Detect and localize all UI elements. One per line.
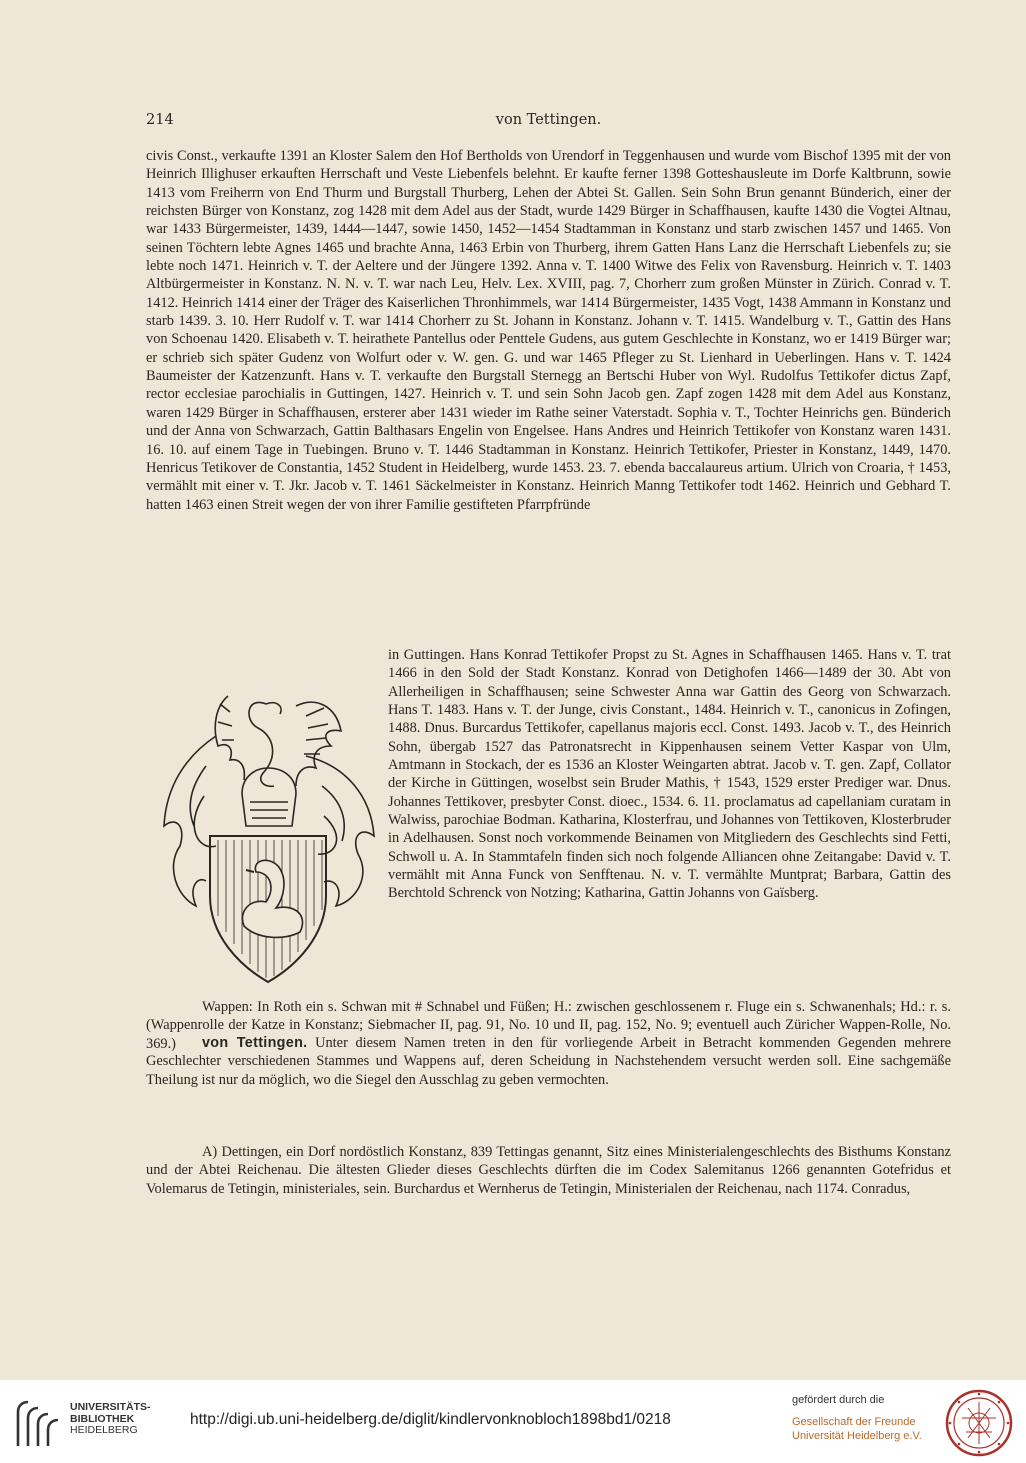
university-library-logo-icon: [12, 1398, 64, 1450]
paragraph-1: civis Const., verkaufte 1391 an Kloster Salem den Hof Bertholds von Urendorf in Teggenhausen und wurde vom Bischof 1395 mit der von Heinrich Illighuser erkauften Herrschaft und Veste Liebenfels belehnt. Er kaufte ferner 1398 Gotteshausleute im Dorfe Kaltbrunn, sowie 1413 vom Freiherrn von End Thurm und Burgstall Thurberg, Lehen der Abtei St. Gallen. Sein Sohn Brun genannt Bünderich, einer der reichsten Bürger von Konstanz, zog 1428 mit dem Adel aus der Stadt, wurde 1429 Bürger in Schaffhausen, kaufte 1430 die Vogtei Altnau, war 1433 Bürgermeister, 1439, 1444—1447, sowie 1450, 1452—1454 Stadtamman in Konstanz und starb zwischen 1457 und 1465. Von seinen Töchtern lebte Agnes 1465 und brachte Anna, 1463 Erbin von Thurberg, ihrem Gatten Hans Lanz die Herrschaft Liebenfels zu; sie lebte noch 1471. Heinrich v. T. der Aeltere und der Jüngere 1392. Anna v. T. 1400 Witwe des Felix von Ravensburg. Heinrich v. T. 1403 Altbürgermeister in Konstanz. N. N. v. T. war nach Leu, Helv. Lex. XVIII, pag. 7, Chorherr zum großen Münster in Zürich. Conrad v. T. 1412. Heinrich 1414 einer der Träger des Kaiserlichen Thronhimmels, war 1414 Bürgermeister, 1435 Vogt, 1438 Ammann in Konstanz und starb 1439. 3. 10. Herr Rudolf v. T. war 1414 Chorherr zu St. Johann in Konstanz. Johann v. T. 1415. Wandelburg v. T., Gattin des Hans von Schoenau 1420. Elisabeth v. T. heirathete Pantellus oder Penttele Gudens, aus gutem Geschlechte in Konstanz, wo er 1419 Bürger war; er schrieb sich später Gudenz von Wolfurt oder v. W. gen. G. und war 1465 Pfleger zu St. Lienhard in Ueberlingen. Hans v. T. 1424 Baumeister der Katzenzunft. Hans v. T. verkaufte den Burgstall Sternegg an Bertschi Huber von Wyl. Rudolfus Tettikofer dictus Zapf, rector ecclesiae parochialis in Guttingen, 1427. Heinrich v. T. und sein Sohn Jacob gen. Zapf zogen 1428 mit dem Adel aus Konstanz, waren 1429 Bürger in Schaffhausen, ersterer aber 1431 wieder im Rathe seiner Vaterstadt. Sophia v. T., Tochter Heinrichs gen. Bünderich und der Anna von Schwarzach, Gattin Balthasars Engelin von Engelsee. Hans Andres und Heinrich Tettikofer von Konstanz waren 1431. 16. 10. auf einem Tage in Tuebingen. Bruno v. T. 1446 Stadtamman in Konstanz. Heinrich Tettikofer, Priester in Konstanz, 1449, 1470. Henricus Tetikover de Constantia, 1452 Student in Heidelberg, wurde 1453. 23. 7. ebenda baccalaureus artium. Ulrich von Croaria, † 1453, vermählt mit einer v. T. Jkr. Jacob v. T. 1461 Säckelmeister in Konstanz. Heinrich Manng Tettikofer todt 1462. Heinrich und Gebhard T. hatten 1463 einen Streit wegen der von ihrer Familie gestifteten Pfarrpfründe: [146, 148, 951, 513]
permalink-url[interactable]: http://digi.ub.uni-heidelberg.de/diglit/kindlervonknobloch1898bd1/0218: [190, 1411, 671, 1428]
coat-of-arms-section: [146, 646, 951, 999]
body-text-section-a: [146, 1143, 951, 1198]
page-number: 214: [146, 112, 174, 128]
library-line-3: HEIDELBERG: [70, 1424, 138, 1436]
society-line-1: Gesellschaft der Freunde: [792, 1416, 916, 1428]
paragraph-lemma: [146, 1034, 951, 1089]
paragraph-a: A) Dettingen, ein Dorf nordöstlich Konstanz, 839 Tettingas genannt, Sitz eines Ministerialengeschlechts des Bisthums Konstanz und der Abtei Reichenau. Die ältesten Glieder dieses Geschlechts dürften die im Codex Salemitanus 1266 genannten Gotefridus et Volemarus de Tetingin, ministeriales, sein. Burchardus et Wernherus de Tetingin, Ministerialen der Reichenau, nach 1174. Conradus,: [146, 1144, 951, 1197]
paragraph-wappen: Wappen: In Roth ein s. Schwan mit # Schnabel und Füßen; H.: zwischen geschlossenem r. Fluge ein s. Schwanenhals; Hd.: r. s. (Wappenrolle der Katze in Konstanz; Siebmacher II, pag. 91, No. 10 und II, pag. 152, No. 9; eventuell auch Züricher Wappen-Rolle, No. 369.): [146, 999, 951, 1052]
viewer-footer: [0, 1380, 1026, 1463]
library-line-2: BIBLIOTHEK: [70, 1412, 135, 1425]
society-seal-icon: [944, 1388, 1014, 1458]
body-text-top: [146, 147, 951, 514]
society-name: [792, 1415, 922, 1443]
lemma-text: Unter diesem Namen treten in den für vorliegende Arbeit in Betracht kommenden Gegenden mehrere Geschlechter verschiedenen Stammes und Wappens auf, deren Scheidung in Nachstehendem versucht werden soll. Eine sachgemäße Theilung ist nur da möglich, wo die Siegel den Ausschlag zu geben vermochten.: [146, 1035, 951, 1088]
library-line-1: UNIVERSITÄTS-: [70, 1401, 151, 1413]
university-library-name: [70, 1402, 151, 1437]
page-header: [146, 112, 951, 134]
running-title: von Tettingen.: [495, 112, 602, 128]
society-line-2: Universität Heidelberg e.V.: [792, 1430, 922, 1442]
funded-by-label: gefördert durch die: [792, 1394, 885, 1406]
lemma-heading: von Tettingen.: [202, 1035, 308, 1051]
paragraph-2-beside-arms: in Guttingen. Hans Konrad Tettikofer Propst zu St. Agnes in Schaffhausen 1465. Hans v. T. trat 1466 in den Sold der Stadt Konstanz. Konrad von Detighofen 1466—1489 der 30. Abt von Allerheiligen in Schaffhausen; seine Schwester Anna war Gattin des Georg von Schwarzach. Hans T. 1483. Hans v. T. der Junge, civis Constant., 1484. Heinrich v. T., canonicus in Zofingen, 1488. Dnus. Burcardus Tettikofer, capellanus majoris eccl. Const. 1493. Jacob v. T., des Heinrich Sohn, übergab 1527 das Patronatsrecht in Kippenhausen seinem Vetter Kaspar von Ulm, Amtmann in Stockach, der es 1536 an Kloster Weingarten abtrat. Jacob v. T. gen. Zapf, Collator der Kirche in Güttingen, woselbst sein Bruder Mathis, † 1543, 1529 erster Prediger war. Dnus. Johannes Tettikover, presbyter Const. dioec., 1534. 6. 11. proclamatus ad capellaniam curatam in Walwiss, parochiae Bodman. Katharina, Klosterfrau, und Johannes von Tettikoven, Klosterbruder in Adelhausen. Sonst noch vorkommende Beinamen von Mitgliedern des Geschlechts sind Fetti, Schwoll u. A. In Stammtafeln finden sich noch folgende Alliancen ohne Zeitangabe: David v. T. vermählt mit Anna Funck von Senfftenau. N. v. T. vermählte Muntprat; Barbara, Gattin des Berchtold Schrenck von Notzing; Katharina, Gattin Johanns von Gaïsberg.: [388, 647, 951, 902]
coat-of-arms-illustration: [146, 676, 386, 988]
body-text-lemma: [146, 1034, 951, 1089]
